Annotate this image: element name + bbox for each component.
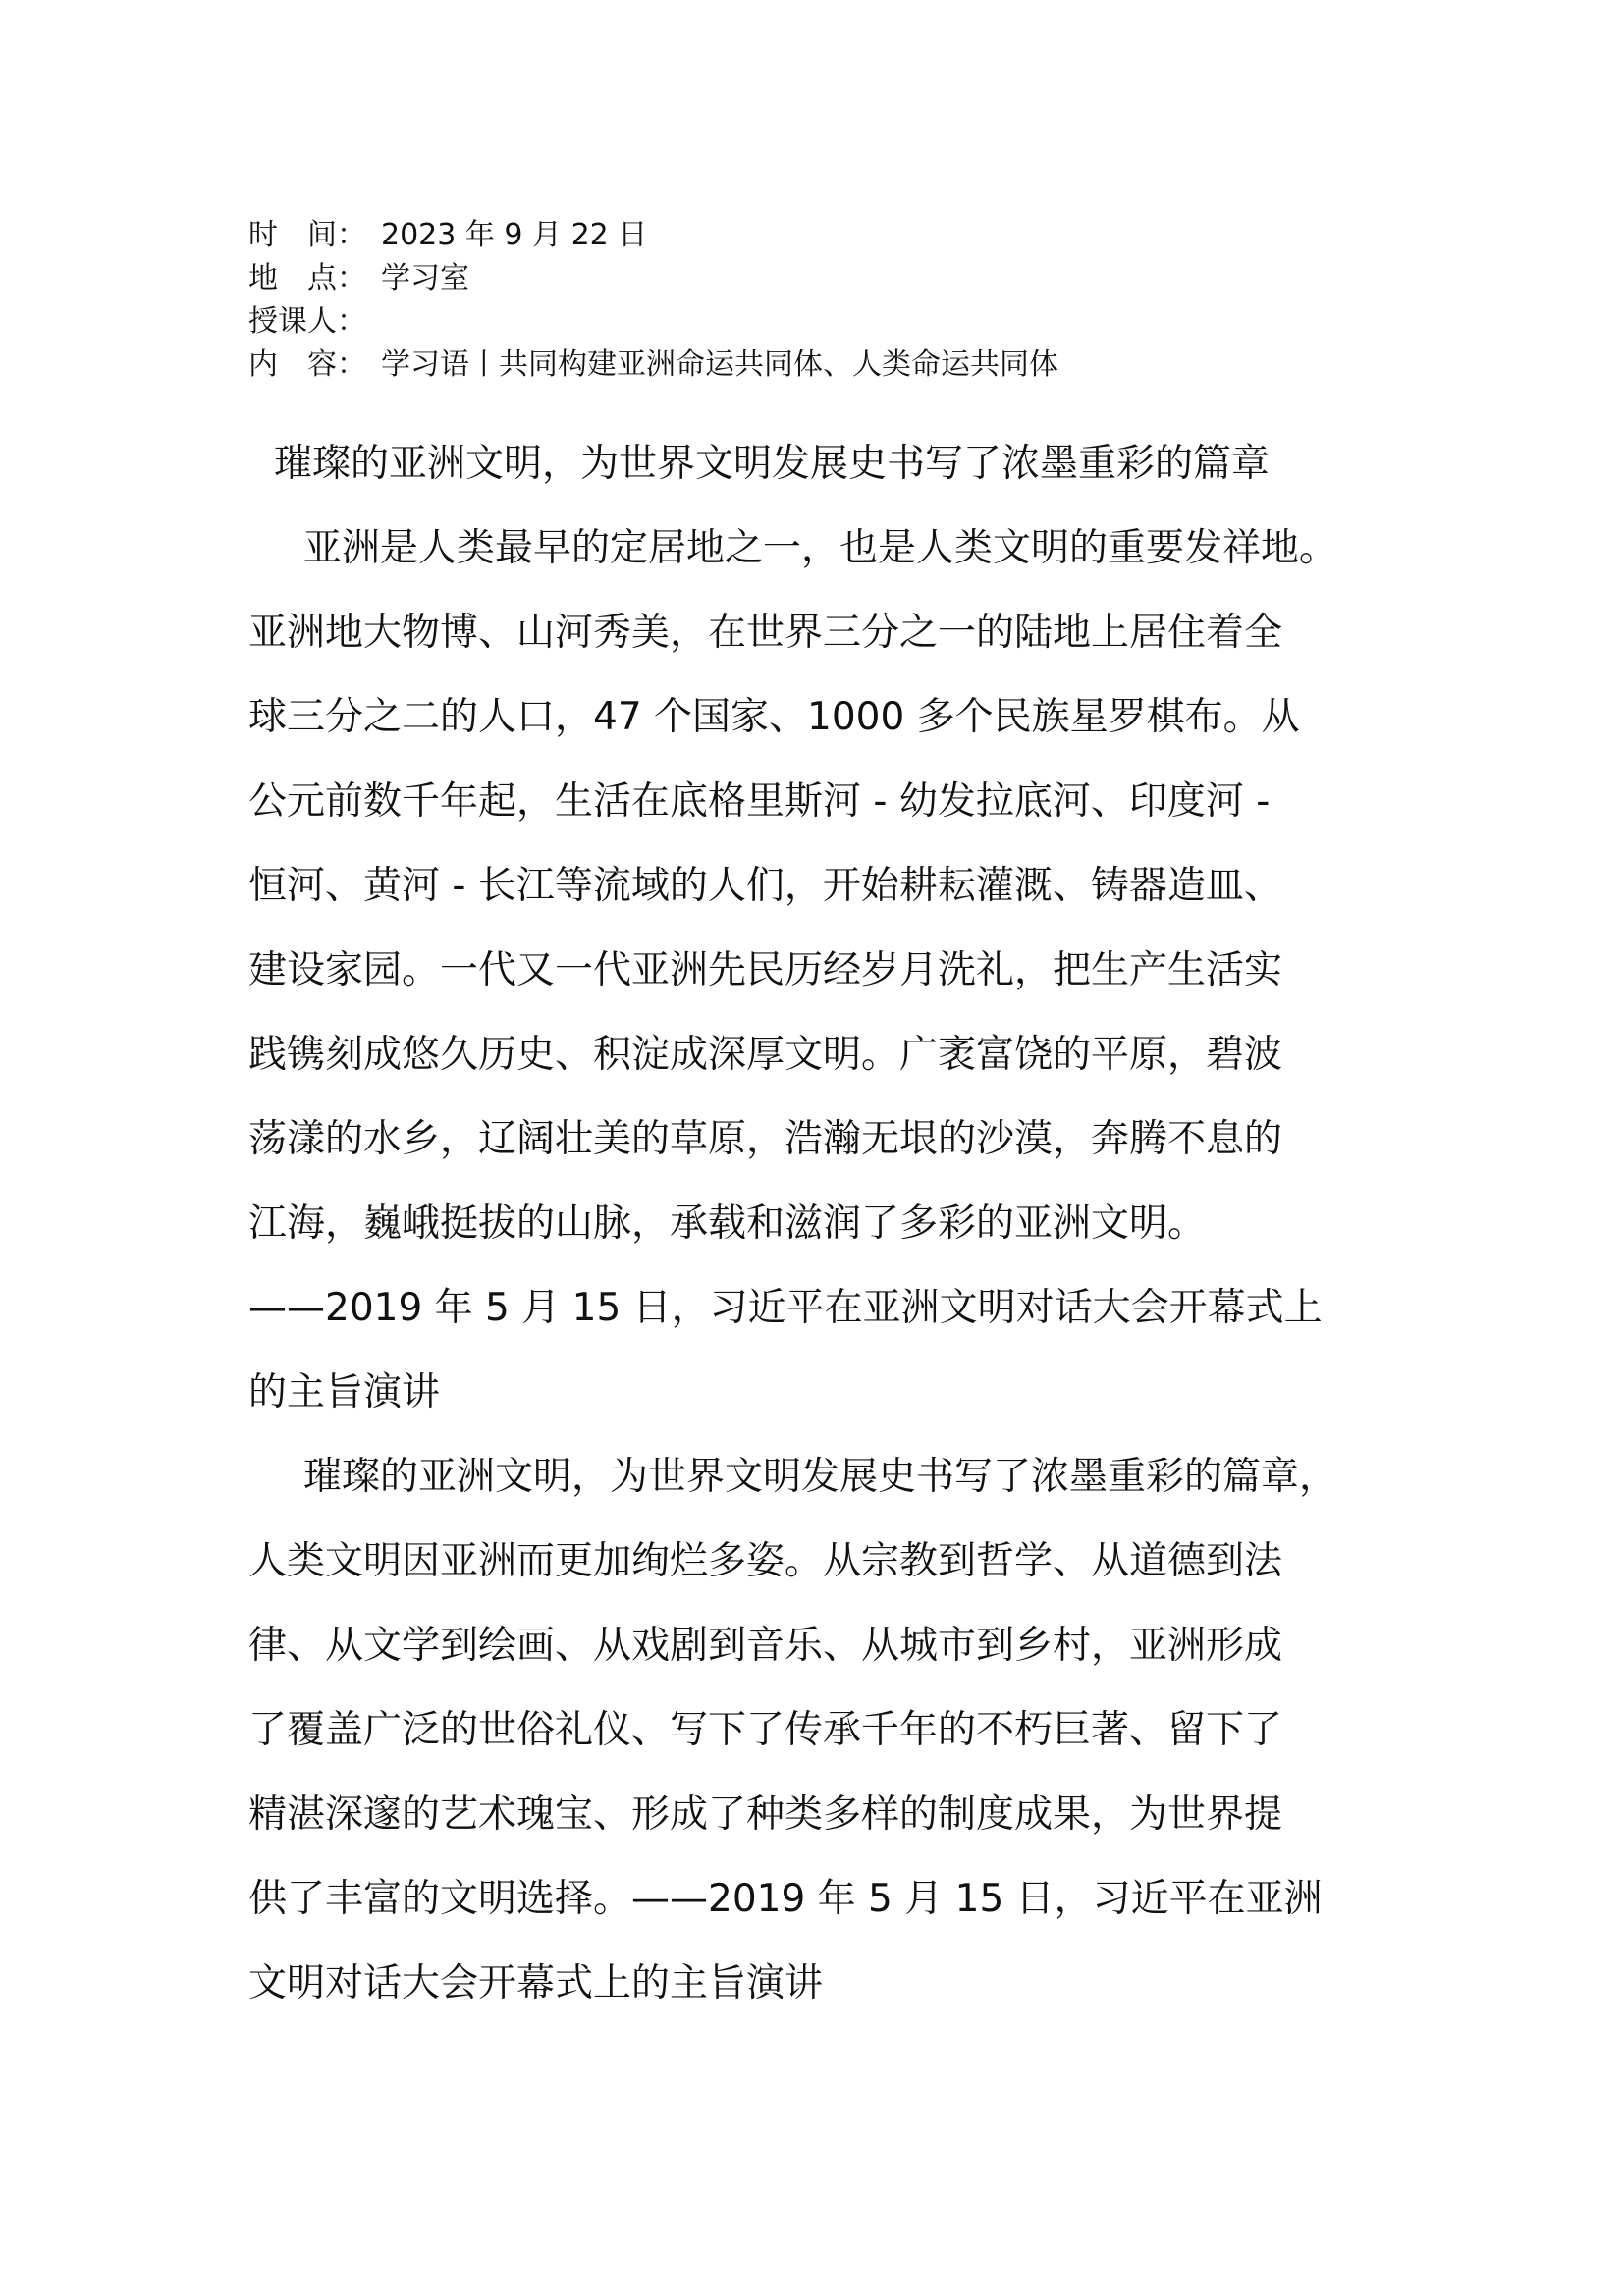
meta-time-row [248,214,1427,257]
meta-content-label: 内 容： [248,347,366,382]
article-heading: 璀璨的亚洲文明，为世界文明发展史书写了浓墨重彩的篇章 [274,442,1271,486]
paragraph-1-line: 亚洲地大物博、山河秀美，在世界三分之一的陆地上居住着全 [248,611,1283,655]
meta-place-label: 地 点： [248,261,366,295]
meta-lecturer-label: 授课人： [248,304,366,339]
paragraph-2-line: 供了丰富的文明选择。——2019 年 5 月 15 日，习近平在亚洲 [248,1877,1323,1921]
lecture-info-block [248,214,1427,387]
paragraph-2-line: 人类文明因亚洲而更加绚烂多姿。从宗教到哲学、从道德到法 [248,1539,1283,1583]
paragraph-2 [248,1435,1387,2026]
paragraph-2-line: 文明对话大会开幕式上的主旨演讲 [248,1961,824,2005]
paragraph-1-line: 荡漾的水乡，辽阔壮美的草原，浩瀚无垠的沙漠，奔腾不息的 [248,1117,1283,1161]
paragraph-1 [248,507,1387,1266]
paragraph-2-line: 精湛深邃的艺术瑰宝、形成了种类多样的制度成果，为世界提 [248,1792,1283,1837]
source-citation-line: ——2019 年 5 月 15 日，习近平在亚洲文明对话大会开幕式上 [248,1286,1323,1330]
source-citation-line: 的主旨演讲 [248,1370,441,1415]
paragraph-1-line: 践镌刻成悠久历史、积淀成深厚文明。广袤富饶的平原，碧波 [248,1033,1283,1077]
paragraph-2-line: 律、从文学到绘画、从戏剧到音乐、从城市到乡村，亚洲形成 [248,1624,1283,1668]
paragraph-1-line: 江海，巍峨挺拔的山脉，承载和滋润了多彩的亚洲文明。 [248,1201,1207,1246]
meta-time-label: 时 间： [248,218,366,252]
article-body [248,422,1387,2026]
meta-content-row [248,344,1427,387]
meta-content-value: 学习语丨共同构建亚洲命运共同体、人类命运共同体 [381,347,1058,382]
paragraph-1-line: 恒河、黄河 - 长江等流域的人们，开始耕耘灌溉、铸器造皿、 [248,864,1282,908]
meta-time-value: 2023 年 9 月 22 日 [381,218,648,252]
paragraph-1-line: 公元前数千年起，生活在底格里斯河 - 幼发拉底河、印度河 - [248,779,1271,824]
paragraph-2-line: 了覆盖广泛的世俗礼仪、写下了传承千年的不朽巨著、留下了 [248,1708,1283,1752]
meta-place-row [248,257,1427,300]
source-citation-1 [248,1266,1387,1435]
meta-lecturer-row [248,300,1427,344]
meta-place-value: 学习室 [381,261,469,295]
paragraph-1-line: 球三分之二的人口，47 个国家、1000 多个民族星罗棋布。从 [248,695,1300,739]
paragraph-1-line: 建设家园。一代又一代亚洲先民历经岁月洗礼，把生产生活实 [248,948,1283,992]
paragraph-2-line: 璀璨的亚洲文明，为世界文明发展史书写了浓墨重彩的篇章， [303,1455,1338,1499]
paragraph-1-line: 亚洲是人类最早的定居地之一，也是人类文明的重要发祥地。 [303,526,1338,570]
